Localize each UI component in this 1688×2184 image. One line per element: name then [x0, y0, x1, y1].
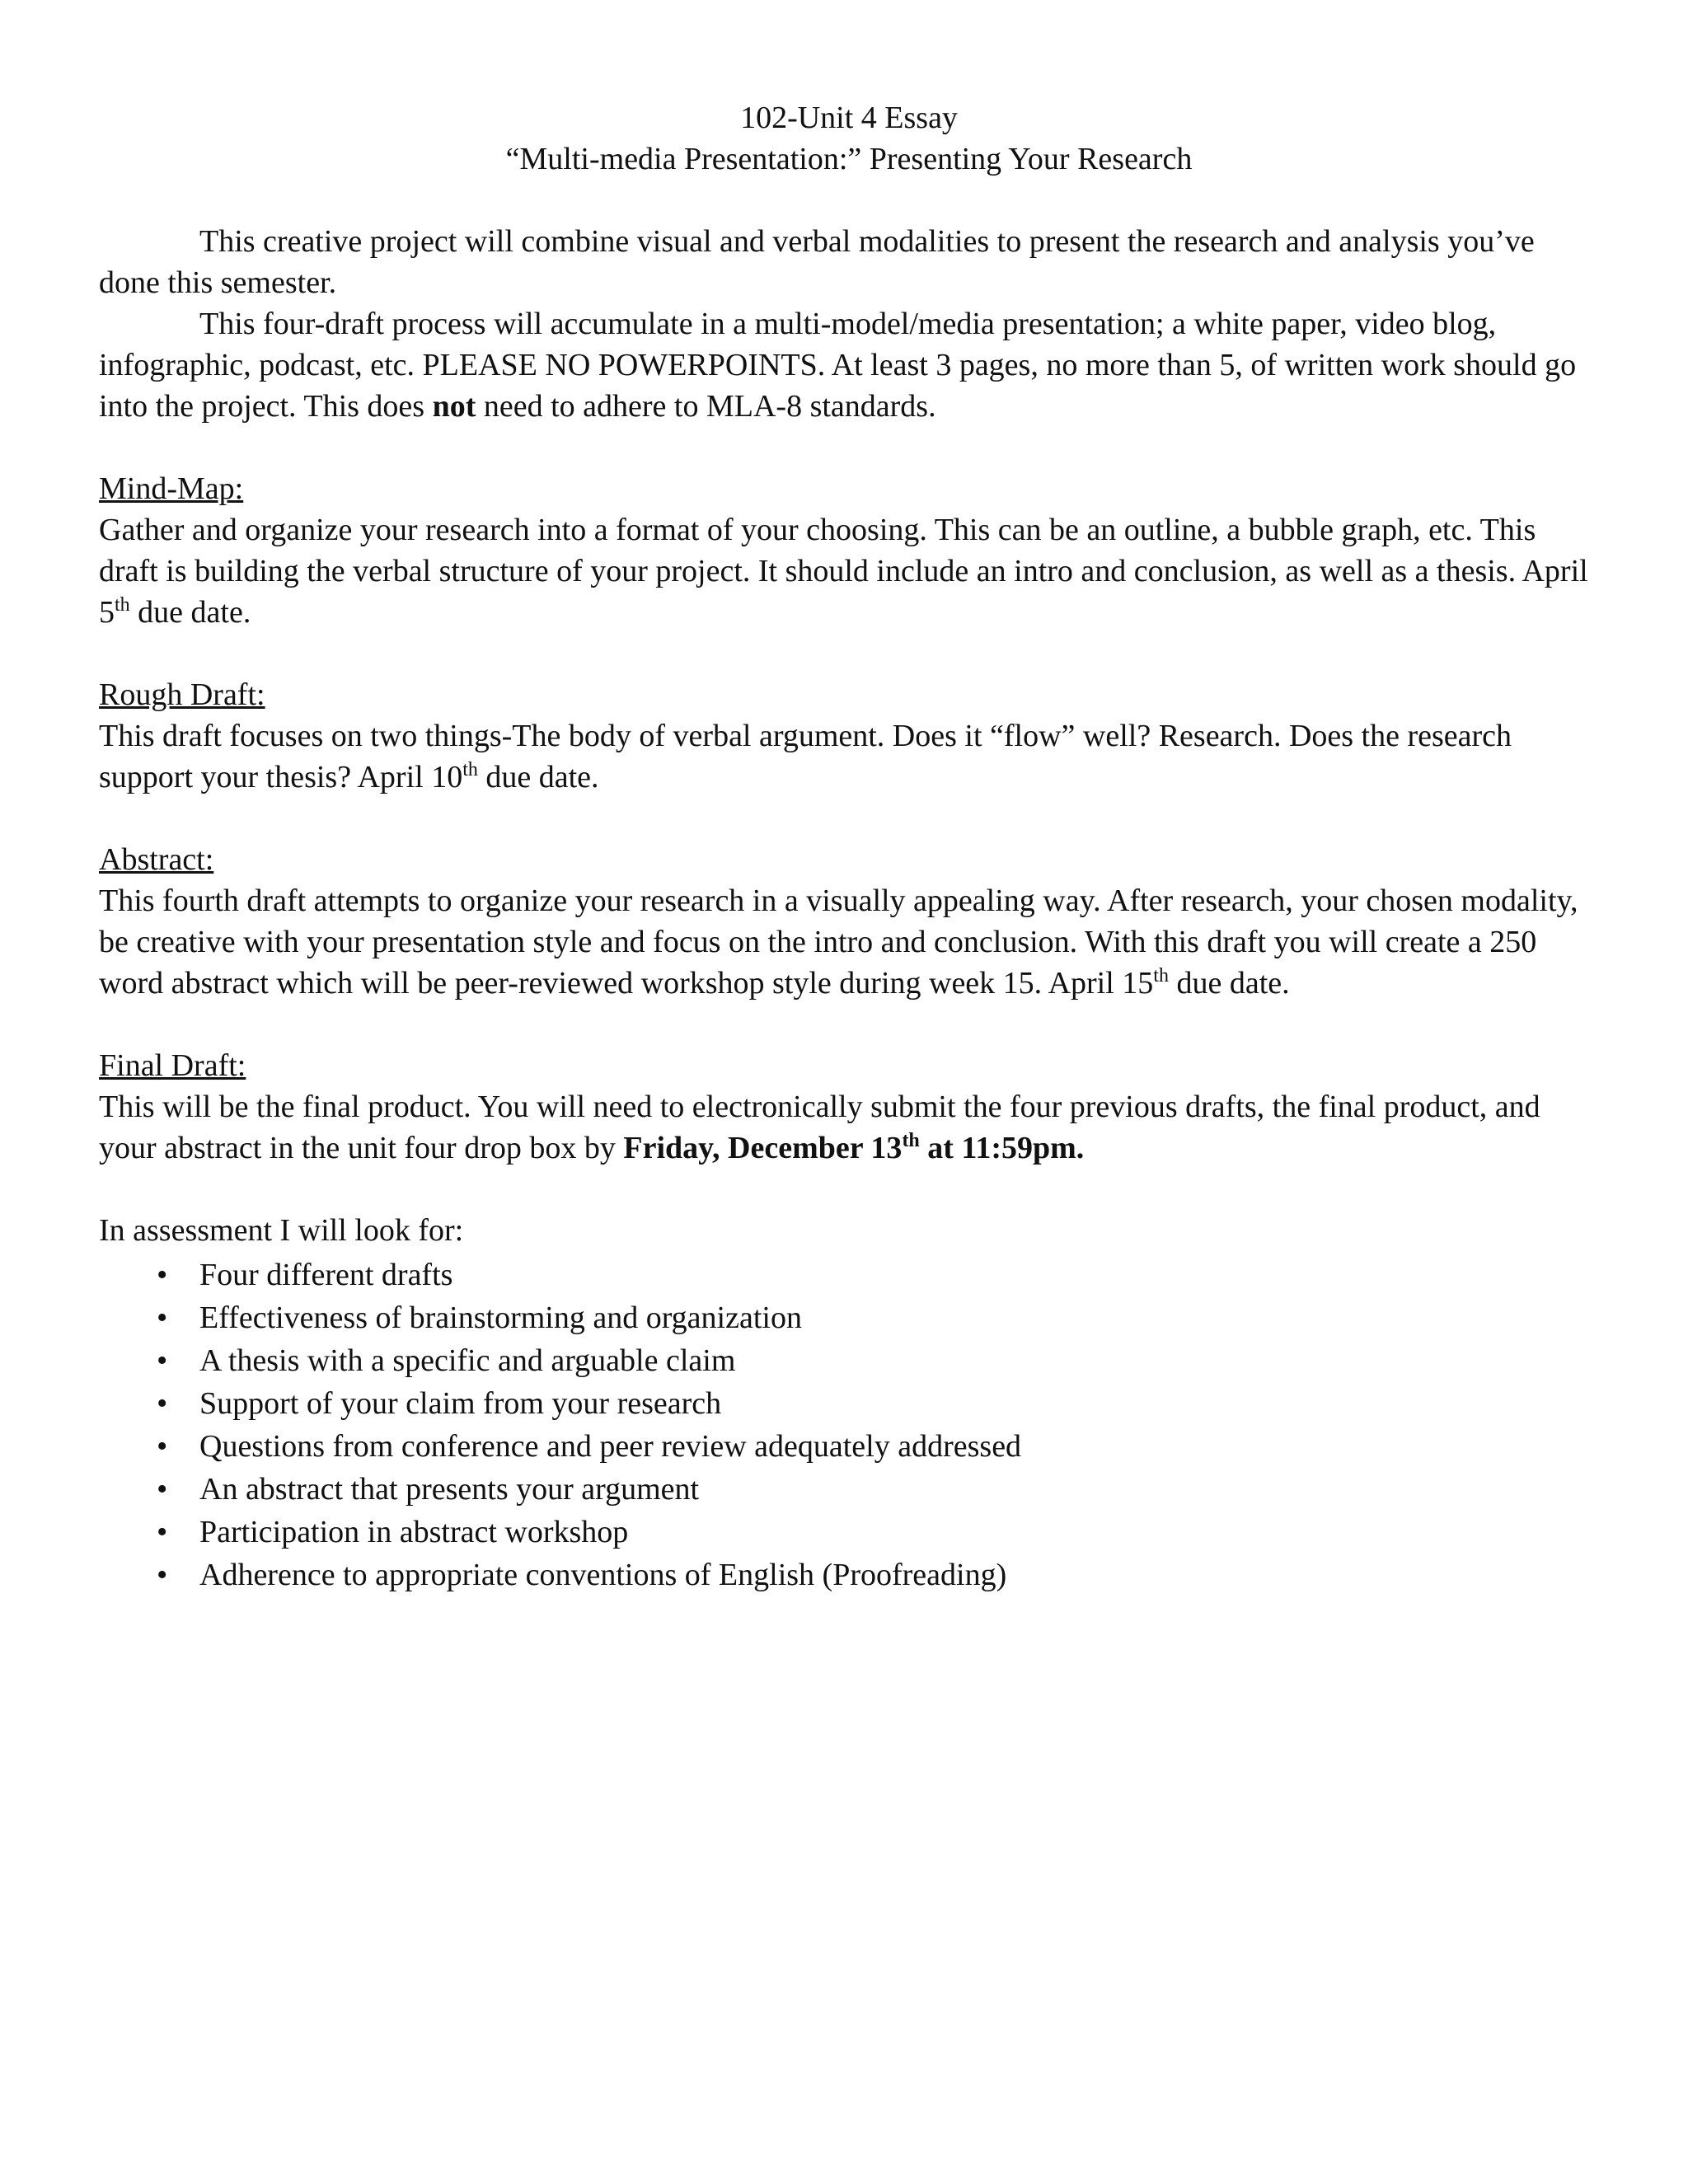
rough-draft-text-end: due date.	[477, 760, 599, 794]
abstract-ordinal: th	[1153, 965, 1169, 987]
section-body-mind-map	[99, 509, 1599, 633]
bullet-icon: •	[157, 1258, 168, 1292]
list-item-text: An abstract that presents your argument	[199, 1472, 700, 1507]
list-item	[99, 1382, 1599, 1425]
title-block	[99, 97, 1599, 180]
section-heading-mind-map: Mind-Map:	[99, 471, 244, 506]
list-item-text: Adherence to appropriate conventions of English (Proofreading)	[199, 1558, 1007, 1592]
final-draft-deadline	[623, 1131, 1084, 1165]
bullet-icon: •	[157, 1343, 168, 1378]
bullet-icon: •	[157, 1386, 168, 1421]
section-final-draft	[99, 1045, 1599, 1169]
list-item-text: A thesis with a specific and arguable claim	[199, 1343, 736, 1378]
list-item	[99, 1511, 1599, 1554]
intro-paragraph-1: This creative project will combine visual and verbal modalities to present the research and analysis you’ve done this semester.	[99, 224, 1535, 300]
bullet-icon: •	[157, 1301, 168, 1335]
intro-paragraph-2-text-b: need to adhere to MLA-8 standards.	[476, 389, 936, 424]
bullet-icon: •	[157, 1429, 168, 1464]
list-item-text: Support of your claim from your research	[199, 1386, 722, 1421]
list-item-text: Participation in abstract workshop	[199, 1515, 629, 1549]
section-body-abstract	[99, 880, 1599, 1004]
deadline-ordinal: th	[902, 1130, 920, 1151]
document-title: 102-Unit 4 Essay	[740, 101, 958, 135]
section-body-rough-draft	[99, 715, 1599, 798]
list-item	[99, 1468, 1599, 1511]
abstract-text-end: due date.	[1168, 966, 1290, 1001]
deadline-date: Friday, December 13	[623, 1131, 903, 1165]
intro-paragraph-2-emphasis: not	[432, 389, 476, 424]
intro-paragraph-2-text-a: This four-draft process will accumulate in a multi-model/media presentation; a white paper, video blog, infographic, podcast, etc. PLEASE NO POWERPOINTS. At least 3 pages, no more than 5, of written work should go into the project. This does	[99, 307, 1577, 424]
section-body-final-draft	[99, 1086, 1599, 1169]
list-item	[99, 1339, 1599, 1382]
assessment-criteria-list	[99, 1254, 1599, 1596]
list-item-text: Effectiveness of brainstorming and organization	[199, 1301, 802, 1335]
list-item	[99, 1254, 1599, 1296]
list-item	[99, 1554, 1599, 1596]
section-assessment	[99, 1210, 1599, 1596]
abstract-text: This fourth draft attempts to organize your research in a visually appealing way. After research, your chosen modality, be creative with your presentation style and focus on the intro and conclusion. With this draft you will create a 250 word abstract which will be peer-reviewed workshop style during week 15. April 15	[99, 883, 1578, 1001]
list-item	[99, 1425, 1599, 1468]
section-heading-rough-draft: Rough Draft:	[99, 677, 265, 712]
document-subtitle: “Multi-media Presentation:” Presenting Your Research	[505, 142, 1193, 176]
section-rough-draft	[99, 674, 1599, 798]
final-draft-text: This will be the final product. You will need to electronically submit the four previous drafts, the final product, and your abstract in the unit four drop box by	[99, 1090, 1540, 1165]
rough-draft-ordinal: th	[462, 759, 478, 780]
mind-map-text: Gather and organize your research into a format of your choosing. This can be an outline, a bubble graph, etc. This draft is building the verbal structure of your project. It should include an intro and conclusion, as well as a thesis. April 5	[99, 513, 1588, 630]
bullet-icon: •	[157, 1515, 168, 1549]
mind-map-text-end: due date.	[129, 595, 251, 630]
list-item-text: Four different drafts	[199, 1258, 453, 1292]
mind-map-ordinal: th	[115, 594, 130, 616]
document-page	[99, 97, 1599, 1596]
bullet-icon: •	[157, 1472, 168, 1507]
list-item	[99, 1296, 1599, 1339]
intro-paragraph-2	[99, 303, 1599, 427]
section-heading-abstract: Abstract:	[99, 842, 214, 877]
section-heading-final-draft: Final Draft:	[99, 1048, 246, 1083]
section-abstract	[99, 839, 1599, 1004]
list-item-text: Questions from conference and peer review adequately addressed	[199, 1429, 1022, 1464]
bullet-icon: •	[157, 1558, 168, 1592]
rough-draft-text: This draft focuses on two things-The body of verbal argument. Does it “flow” well? Research. Does the research support your thesis? April 10	[99, 719, 1512, 794]
section-mind-map	[99, 468, 1599, 633]
deadline-time: at 11:59pm.	[919, 1131, 1085, 1165]
assessment-intro: In assessment I will look for:	[99, 1213, 464, 1248]
